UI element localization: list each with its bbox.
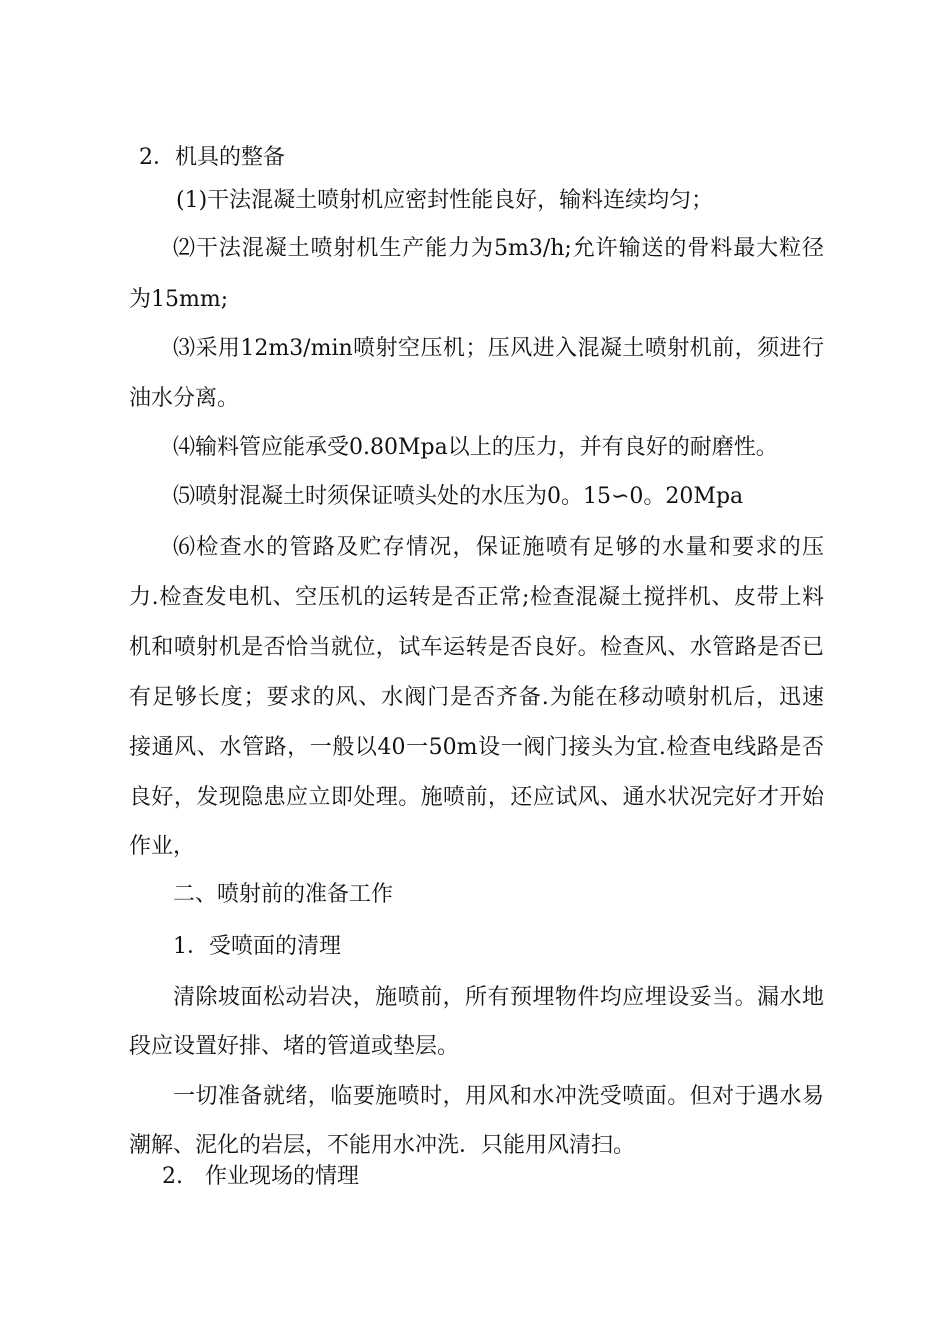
paragraph-item-5: ⑸喷射混凝土时须保证喷头处的水压为0。15∽0。20Mpa <box>173 484 744 509</box>
paragraph-item-6-line-5: 接通风、水管路，一般以40一50m设一阀门接头为宜.检查电线路是否 <box>129 735 824 760</box>
paragraph-item-6-line-3: 机和喷射机是否恰当就位，试车运转是否良好。检查风、水管路是否已 <box>129 635 824 660</box>
paragraph-item-4: ⑷输料管应能承受0.80Mpa以上的压力，并有良好的耐磨性。 <box>173 435 778 460</box>
paragraph-washing-line-1: 一切准备就绪，临要施喷时，用风和水冲洗受喷面。但对于遇水易 <box>173 1084 824 1109</box>
subsection-heading-site-cleanup: 2. 作业现场的情理 <box>162 1164 359 1189</box>
paragraph-item-6-line-1: ⑹检查水的管路及贮存情况，保证施喷有足够的水量和要求的压 <box>173 535 824 560</box>
paragraph-washing-line-2: 潮解、泥化的岩层，不能用水冲洗．只能用风清扫。 <box>129 1133 636 1158</box>
paragraph-item-1: (1)干法混凝土喷射机应密封性能良好，输料连续均匀； <box>176 188 714 213</box>
paragraph-item-6-line-2: 力.检查发电机、空压机的运转是否正常;检查混凝土搅拌机、皮带上料 <box>129 585 824 610</box>
paragraph-item-3-line-2: 油水分离。 <box>129 386 240 411</box>
paragraph-cleaning-line-2: 段应设置好排、堵的管道或垫层。 <box>129 1034 460 1059</box>
paragraph-cleaning-line-1: 清除坡面松动岩决，施喷前，所有预埋物件均应埋设妥当。漏水地 <box>173 985 824 1010</box>
section-heading-equipment: 2．机具的整备 <box>139 145 285 170</box>
paragraph-item-2-line-1: ⑵干法混凝土喷射机生产能力为5m3/h;允许输送的骨料最大粒径 <box>173 236 824 261</box>
paragraph-item-3-line-1: ⑶采用12m3/min喷射空压机；压风进入混凝土喷射机前，须进行 <box>173 336 824 361</box>
paragraph-item-2-line-2: 为15mm; <box>129 287 229 312</box>
paragraph-item-6-line-6: 良好，发现隐患应立即处理。施喷前，还应试风、通水状况完好才开始 <box>129 785 824 810</box>
subsection-heading-surface-cleaning: 1．受喷面的清理 <box>173 934 341 959</box>
paragraph-item-6-line-4: 有足够长度；要求的风、水阀门是否齐备.为能在移动喷射机后，迅速 <box>129 685 824 710</box>
section-heading-preparation: 二、喷射前的准备工作 <box>173 882 394 907</box>
paragraph-item-6-line-7: 作业， <box>129 834 196 859</box>
